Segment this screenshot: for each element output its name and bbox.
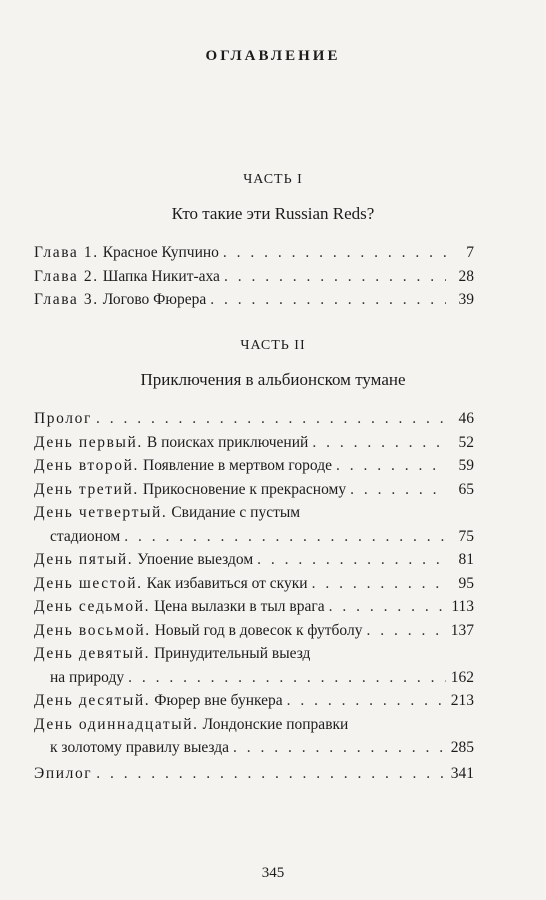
leader-dots xyxy=(257,551,446,569)
entry-page: 7 xyxy=(466,244,474,261)
toc-entry-prologue[interactable] xyxy=(34,410,474,434)
entry-label: День восьмой. xyxy=(34,621,151,639)
entry-label: Глава 2. xyxy=(34,267,99,285)
entry-page: 162 xyxy=(450,668,474,686)
entry-title: Цена вылазки в тыл врага xyxy=(154,598,325,615)
entry-label: Глава 1. xyxy=(34,244,99,261)
entry-title: Принудительный выезд xyxy=(154,645,311,662)
entry-page: 39 xyxy=(458,291,474,308)
entry-page: 65 xyxy=(458,480,474,498)
leader-dots xyxy=(366,622,446,640)
toc-entry-day-1[interactable] xyxy=(34,434,474,458)
page-number: 345 xyxy=(261,865,285,881)
entry-label: День седьмой. xyxy=(34,598,151,615)
entry-title: Красное Купчино xyxy=(102,244,219,261)
entry-title: Упоение выездом xyxy=(137,551,254,568)
toc-entry-chapter-1[interactable] xyxy=(34,244,474,268)
toc-entry-day-9-cont[interactable] xyxy=(34,669,474,693)
entry-page: 95 xyxy=(458,574,474,592)
entry-page: 113 xyxy=(451,598,474,615)
leader-dots xyxy=(128,669,446,687)
leader-dots xyxy=(223,244,446,262)
part1-title: Кто такие эти Russian Reds? xyxy=(171,204,375,223)
entry-title: Свидание с пустым xyxy=(171,504,301,521)
leader-dots xyxy=(233,739,446,757)
toc-entry-day-11[interactable] xyxy=(34,716,474,740)
entry-title-continued: к золотому правилу выезда xyxy=(50,739,230,756)
epilogue-entry-block xyxy=(34,765,474,789)
part2-entries xyxy=(34,410,474,763)
entry-label: Эпилог xyxy=(34,765,93,782)
entry-title: Появление в мертвом городе xyxy=(143,457,332,474)
toc-entry-day-4-cont[interactable] xyxy=(34,528,474,552)
toc-entry-day-2[interactable] xyxy=(34,457,474,481)
entry-title: Логово Фюрера xyxy=(102,291,207,308)
leader-dots xyxy=(96,765,446,783)
entry-page: 213 xyxy=(450,692,474,709)
entry-title: Фюрер вне бункера xyxy=(154,692,283,709)
entry-title: Шапка Никит-аха xyxy=(102,267,220,285)
entry-title: В поисках приключений xyxy=(146,433,309,451)
part1-label: ЧАСТЬ I xyxy=(243,172,303,187)
entry-title: Лондонские поправки xyxy=(202,715,349,733)
entry-page: 28 xyxy=(458,267,474,285)
entry-label: День пятый. xyxy=(34,551,134,568)
toc-entry-chapter-3[interactable] xyxy=(34,291,474,315)
leader-dots xyxy=(312,575,446,593)
entry-label: День девятый. xyxy=(34,645,151,662)
toc-entry-day-5[interactable] xyxy=(34,551,474,575)
leader-dots xyxy=(224,268,446,286)
toc-heading: ОГЛАВЛЕНИЕ xyxy=(205,48,341,64)
leader-dots xyxy=(96,410,446,428)
entry-title-continued: на природу xyxy=(50,668,125,686)
entry-title: Новый год в довесок к футболу xyxy=(154,621,363,639)
entry-label: День шестой. xyxy=(34,574,143,592)
entry-page: 137 xyxy=(450,621,474,639)
toc-entry-day-9[interactable] xyxy=(34,645,474,669)
entry-label: День одиннадцатый. xyxy=(34,715,199,733)
entry-page: 285 xyxy=(450,739,474,756)
entry-label: День десятый. xyxy=(34,692,151,709)
part1-entries xyxy=(34,244,474,315)
part2-title: Приключения в альбионском тумане xyxy=(140,370,406,389)
leader-dots xyxy=(336,457,446,475)
toc-entry-day-11-cont[interactable] xyxy=(34,739,474,763)
leader-dots xyxy=(124,528,446,546)
toc-entry-day-8[interactable] xyxy=(34,622,474,646)
leader-dots xyxy=(287,692,446,710)
entry-label: День третий. xyxy=(34,480,139,498)
entry-page: 81 xyxy=(458,551,474,568)
leader-dots xyxy=(210,291,446,309)
part2-label: ЧАСТЬ II xyxy=(240,338,306,353)
entry-label: День четвертый. xyxy=(34,504,168,521)
toc-entry-day-7[interactable] xyxy=(34,598,474,622)
entry-page: 341 xyxy=(450,765,474,782)
leader-dots xyxy=(312,434,446,452)
leader-dots xyxy=(350,481,446,499)
entry-page: 46 xyxy=(458,410,474,427)
entry-page: 59 xyxy=(458,457,474,474)
toc-entry-day-10[interactable] xyxy=(34,692,474,716)
entry-label: Глава 3. xyxy=(34,291,99,308)
toc-entry-day-4[interactable] xyxy=(34,504,474,528)
entry-label: День второй. xyxy=(34,457,140,474)
entry-label: День первый. xyxy=(34,433,143,451)
entry-page: 52 xyxy=(458,433,474,451)
toc-entry-epilogue[interactable] xyxy=(34,765,474,789)
entry-label: Пролог xyxy=(34,410,92,427)
entry-title-continued: стадионом xyxy=(50,527,121,545)
toc-entry-day-6[interactable] xyxy=(34,575,474,599)
toc-entry-chapter-2[interactable] xyxy=(34,268,474,292)
entry-page: 75 xyxy=(458,527,474,545)
entry-title: Прикосновение к прекрасному xyxy=(142,480,347,498)
leader-dots xyxy=(329,598,446,616)
toc-entry-day-3[interactable] xyxy=(34,481,474,505)
entry-title: Как избавиться от скуки xyxy=(146,574,308,592)
